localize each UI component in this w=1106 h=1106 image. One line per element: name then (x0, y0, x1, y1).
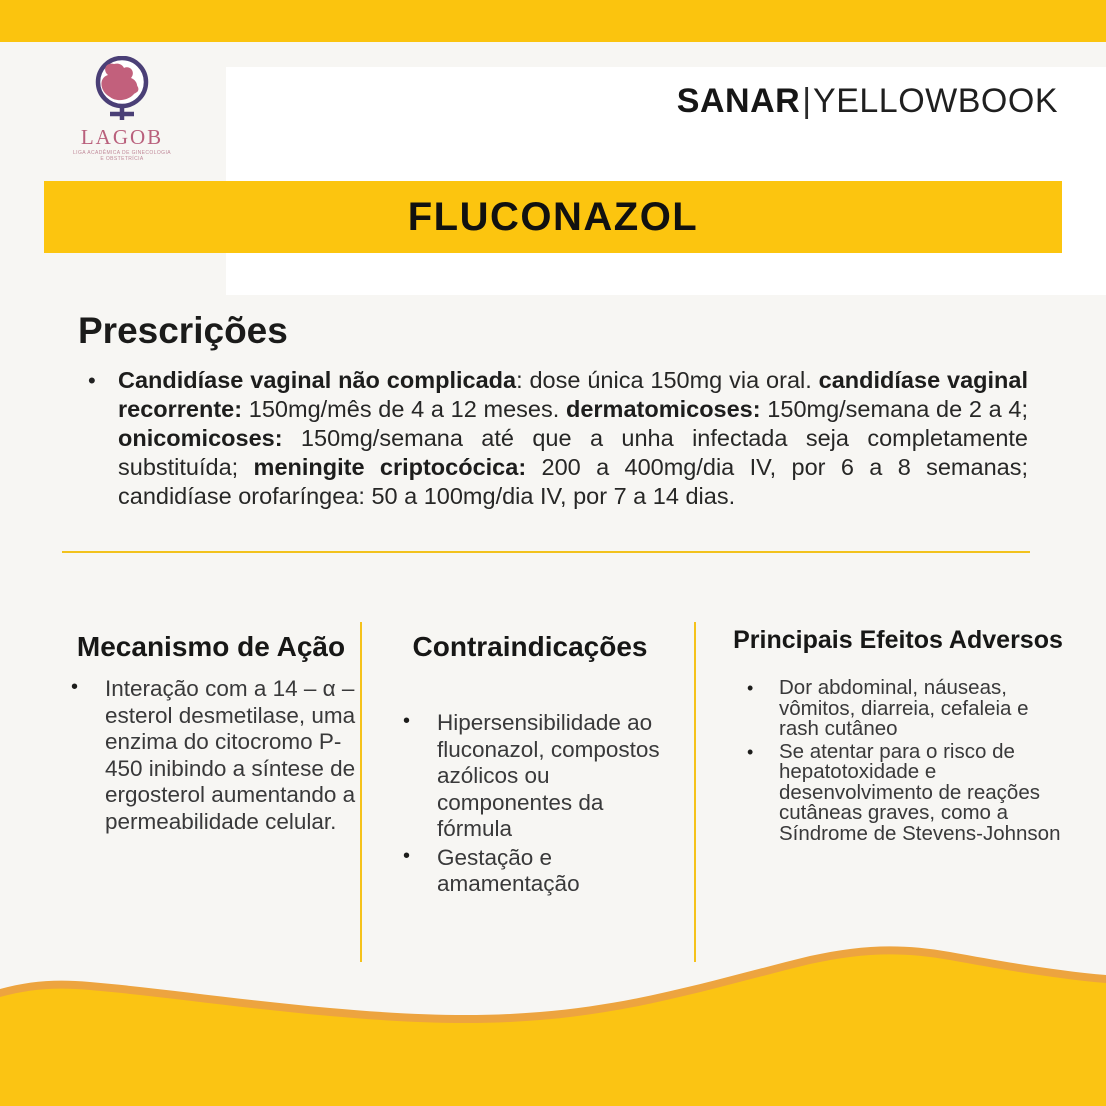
list-item (733, 739, 1063, 845)
bullet-marker: • (71, 676, 79, 698)
logo-name: LAGOB (80, 125, 164, 149)
column-divider-2 (694, 622, 696, 962)
female-symbol-icon (52, 56, 192, 122)
contraindications-heading: Contraindicações (412, 631, 648, 662)
bullet-marker: • (747, 741, 754, 762)
top-yellow-bar (0, 0, 1106, 42)
prescriptions-heading: Prescrições (78, 310, 288, 351)
lagob-logo (52, 56, 192, 162)
mechanism-heading: Mecanismo de Ação (76, 631, 346, 662)
publisher-logo (677, 82, 1058, 120)
list-item (385, 710, 675, 843)
adverse-effect-item-text: Dor abdominal, náuseas, vômitos, diarreia, cefaleia e rash cutâneo (779, 676, 1029, 740)
yellow-separator-line (62, 551, 1030, 553)
title-banner (44, 181, 1062, 253)
bullet-marker: • (88, 368, 96, 393)
publisher-separator: | (802, 82, 812, 120)
bullet-marker: • (403, 710, 411, 732)
adverse-effects-column (733, 626, 1063, 846)
list-item (385, 845, 675, 898)
mechanism-list (65, 676, 357, 835)
column-divider-1 (360, 622, 362, 962)
mechanism-column (65, 630, 357, 837)
list-item (65, 676, 357, 835)
adverse-effects-list (733, 678, 1063, 844)
publisher-yellowbook: YELLOWBOOK (813, 82, 1058, 120)
logo-tagline: LIGA ACADÊMICA DE GINECOLOGIA E OBSTETRÍCIA (72, 150, 171, 162)
bullet-marker: • (747, 678, 754, 698)
prescriptions-text: Candidíase vaginal não complicada: dose única 150mg via oral. candidíase vaginal recorrente: 150mg/mês de 4 a 12 meses. dermatomicoses: 150mg/semana de 2 a 4; onicomicoses: 150mg/semana até que a unha infectada seja completamente substituída; meningite criptocócica: 200 a 400mg/dia IV, por 6 a 8 semanas; candidíase orofaríngea: 50 a 100mg/dia IV, por 7 a 14 dias. (118, 367, 1029, 509)
contraindication-item-text: Hipersensibilidade ao fluconazol, compostos azólicos ou componentes da fórmula (437, 710, 660, 841)
adverse-effect-item-text: Se atentar para o risco de hepatotoxidade e desenvolvimento de reações cutâneas graves, como a Síndrome de Stevens-Johnson (779, 739, 1061, 845)
publisher-sanar: SANAR (676, 82, 801, 120)
bullet-marker: • (403, 844, 411, 867)
drug-title: FLUCONAZOL (407, 194, 699, 239)
contraindications-column (385, 630, 675, 900)
yellow-wave-footer (0, 938, 1106, 1106)
mechanism-item-text: Interação com a 14 – α – esterol desmetilase, uma enzima do citocromo P-450 inibindo a síntese de ergosterol aumentando a permeabilidade celular. (105, 676, 356, 834)
contraindications-list (385, 710, 675, 898)
adverse-effects-heading: Principais Efeitos Adversos (733, 626, 1063, 654)
contraindication-item-text: Gestação e amamentação (437, 844, 580, 896)
prescriptions-bullet-item (88, 366, 1028, 511)
list-item (733, 678, 1063, 740)
